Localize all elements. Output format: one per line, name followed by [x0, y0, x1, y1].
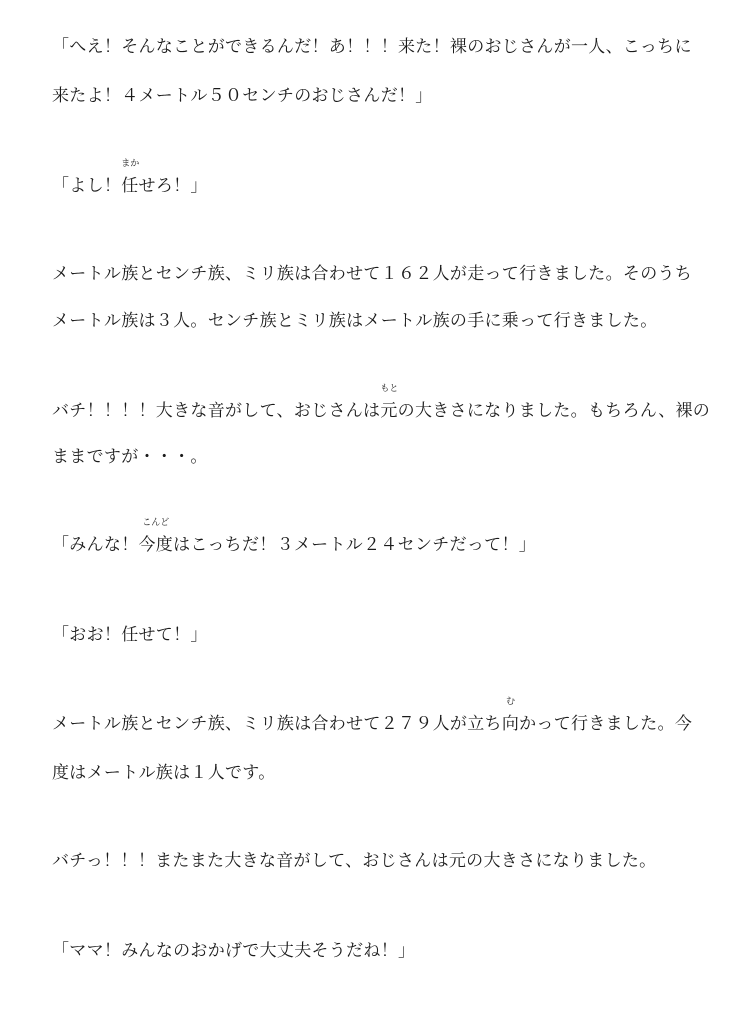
text-line	[52, 447, 702, 467]
text-line-with-ruby	[52, 697, 702, 734]
line-text-post: の大きさになりました。もちろん、裸の	[397, 401, 711, 421]
line-text: 「おお！任せて！」	[52, 625, 208, 645]
text-line-with-ruby	[52, 159, 702, 196]
text-line	[52, 625, 702, 645]
text-line-with-ruby	[52, 518, 702, 555]
ruby-base: 今度	[138, 535, 174, 555]
furigana: こんど	[142, 518, 170, 528]
line-text-post: かって行きました。今	[519, 714, 693, 734]
text-line	[52, 941, 702, 961]
text-line	[52, 851, 702, 871]
ruby-base: 元	[380, 401, 398, 421]
text-line	[52, 311, 702, 331]
line-text: メートル族とセンチ族、ミリ族は合わせて１６２人が走って行きました。そのうち	[52, 264, 693, 284]
line-text: 度はメートル族は１人です。	[52, 763, 276, 783]
text-line	[52, 37, 702, 57]
line-text: バチっ！！！またまた大きな音がして、おじさんは元の大きさになりました。	[52, 851, 657, 871]
furigana: もと	[380, 384, 399, 394]
ruby-group	[380, 384, 399, 421]
line-text: 来たよ！４メートル５０センチのおじさんだ！」	[52, 86, 433, 106]
ruby-base: 任	[121, 176, 139, 196]
text-line	[52, 264, 702, 284]
ruby-group	[121, 159, 140, 196]
text-line-with-ruby	[52, 384, 711, 421]
ruby-group	[138, 518, 174, 555]
line-text-pre: 「よし！	[52, 176, 122, 196]
line-text: 「へえ！そんなことができるんだ！あ！！！来た！裸のおじさんが一人、こっちに	[52, 37, 692, 57]
line-text: ままですが・・・。	[52, 447, 208, 467]
line-text: メートル族は３人。センチ族とミリ族はメートル族の手に乗って行きました。	[52, 311, 658, 331]
line-text: 「ママ！みんなのおかげで大丈夫そうだね！」	[52, 941, 416, 961]
ruby-base: 向	[501, 714, 520, 734]
furigana: まか	[121, 159, 140, 169]
line-text-pre: バチ！！！！大きな音がして、おじさんは	[52, 401, 381, 421]
line-text-pre: メートル族とセンチ族、ミリ族は合わせて２７９人が立ち	[52, 714, 502, 734]
line-text-post: せろ！」	[138, 176, 208, 196]
text-line	[52, 86, 702, 106]
furigana: む	[505, 697, 515, 707]
ruby-group	[501, 697, 520, 734]
text-line	[52, 763, 702, 783]
line-text-pre: 「みんな！	[52, 535, 139, 555]
line-text-post: はこっちだ！３メートル２４センチだって！」	[173, 535, 537, 555]
